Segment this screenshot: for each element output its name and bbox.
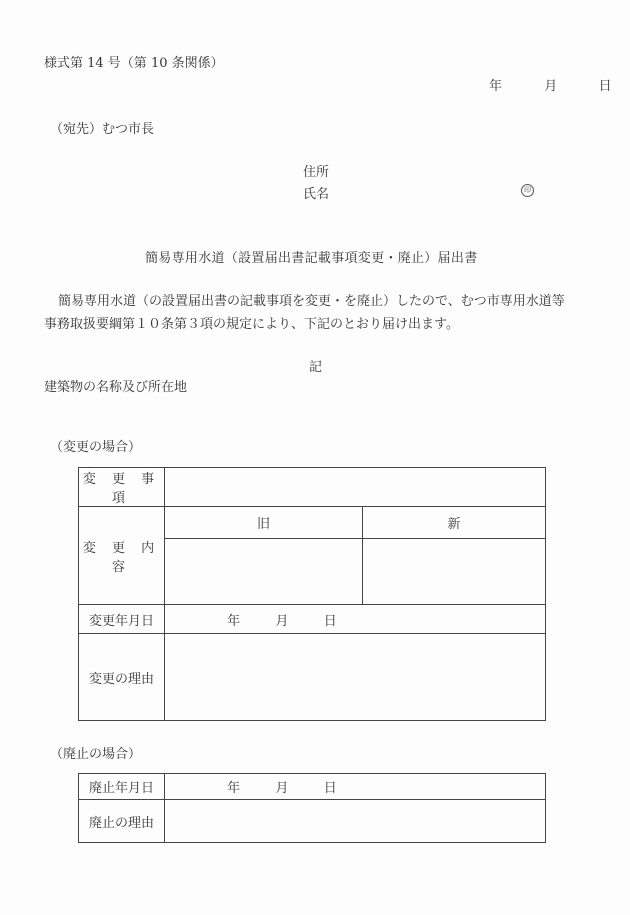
change-date-year: 年	[227, 613, 241, 629]
abolish-reason-field[interactable]	[165, 800, 546, 843]
abolish-reason-label: 廃止の理由	[79, 800, 165, 843]
abolish-date-row	[79, 774, 546, 800]
document-title: 簡易専用水道（設置届出書記載事項変更・廃止）届出書	[145, 251, 478, 266]
change-table	[78, 467, 546, 721]
new-value-field[interactable]	[363, 539, 546, 605]
abolish-date-day: 日	[323, 781, 337, 796]
address-label: 住所	[303, 165, 330, 180]
change-reason-row	[79, 634, 546, 721]
abolish-section-heading: （廃止の場合）	[50, 747, 142, 762]
name-label: 氏名	[303, 187, 330, 202]
old-value-field[interactable]	[165, 539, 363, 605]
ki-heading: 記	[309, 360, 323, 375]
change-item-row	[79, 468, 546, 507]
old-header: 旧	[165, 507, 363, 539]
date-month-label: 月	[544, 79, 558, 94]
form-number: 様式第 14 号（第 10 条関係）	[44, 56, 224, 71]
change-item-field[interactable]	[165, 468, 546, 507]
abolish-date-year: 年	[227, 781, 241, 796]
change-content-label: 変 更 内 容	[79, 507, 165, 605]
change-section-heading: （変更の場合）	[50, 440, 142, 455]
abolish-date-label: 廃止年月日	[79, 774, 165, 800]
date-day-label: 日	[598, 79, 612, 94]
change-date-day: 日	[323, 613, 337, 629]
change-date-row	[79, 605, 546, 634]
abolish-date-month: 月	[275, 781, 289, 796]
change-date-label: 変更年月日	[79, 605, 165, 634]
change-reason-label: 変更の理由	[79, 634, 165, 721]
change-date-month: 月	[275, 613, 289, 629]
new-header: 新	[363, 507, 546, 539]
seal-icon: 印	[521, 184, 534, 197]
change-content-header-row	[79, 507, 546, 539]
body-paragraph-line2: 事務取扱要綱第１０条第３項の規定により、下記のとおり届け出ます。	[44, 317, 459, 332]
change-item-label: 変 更 事 項	[79, 468, 165, 507]
change-date-field[interactable]	[165, 605, 546, 634]
body-paragraph-line1: 簡易専用水道（の設置届出書の記載事項を変更・を廃止）したので、むつ市専用水道等	[58, 294, 565, 309]
submission-date	[489, 75, 612, 94]
abolish-date-field[interactable]	[165, 774, 546, 800]
abolish-reason-row	[79, 800, 546, 843]
building-label: 建築物の名称及び所在地	[44, 380, 188, 395]
addressee: （宛先）むつ市長	[50, 122, 155, 137]
abolish-table	[78, 773, 546, 843]
change-reason-field[interactable]	[165, 634, 546, 721]
date-year-label: 年	[489, 79, 503, 94]
